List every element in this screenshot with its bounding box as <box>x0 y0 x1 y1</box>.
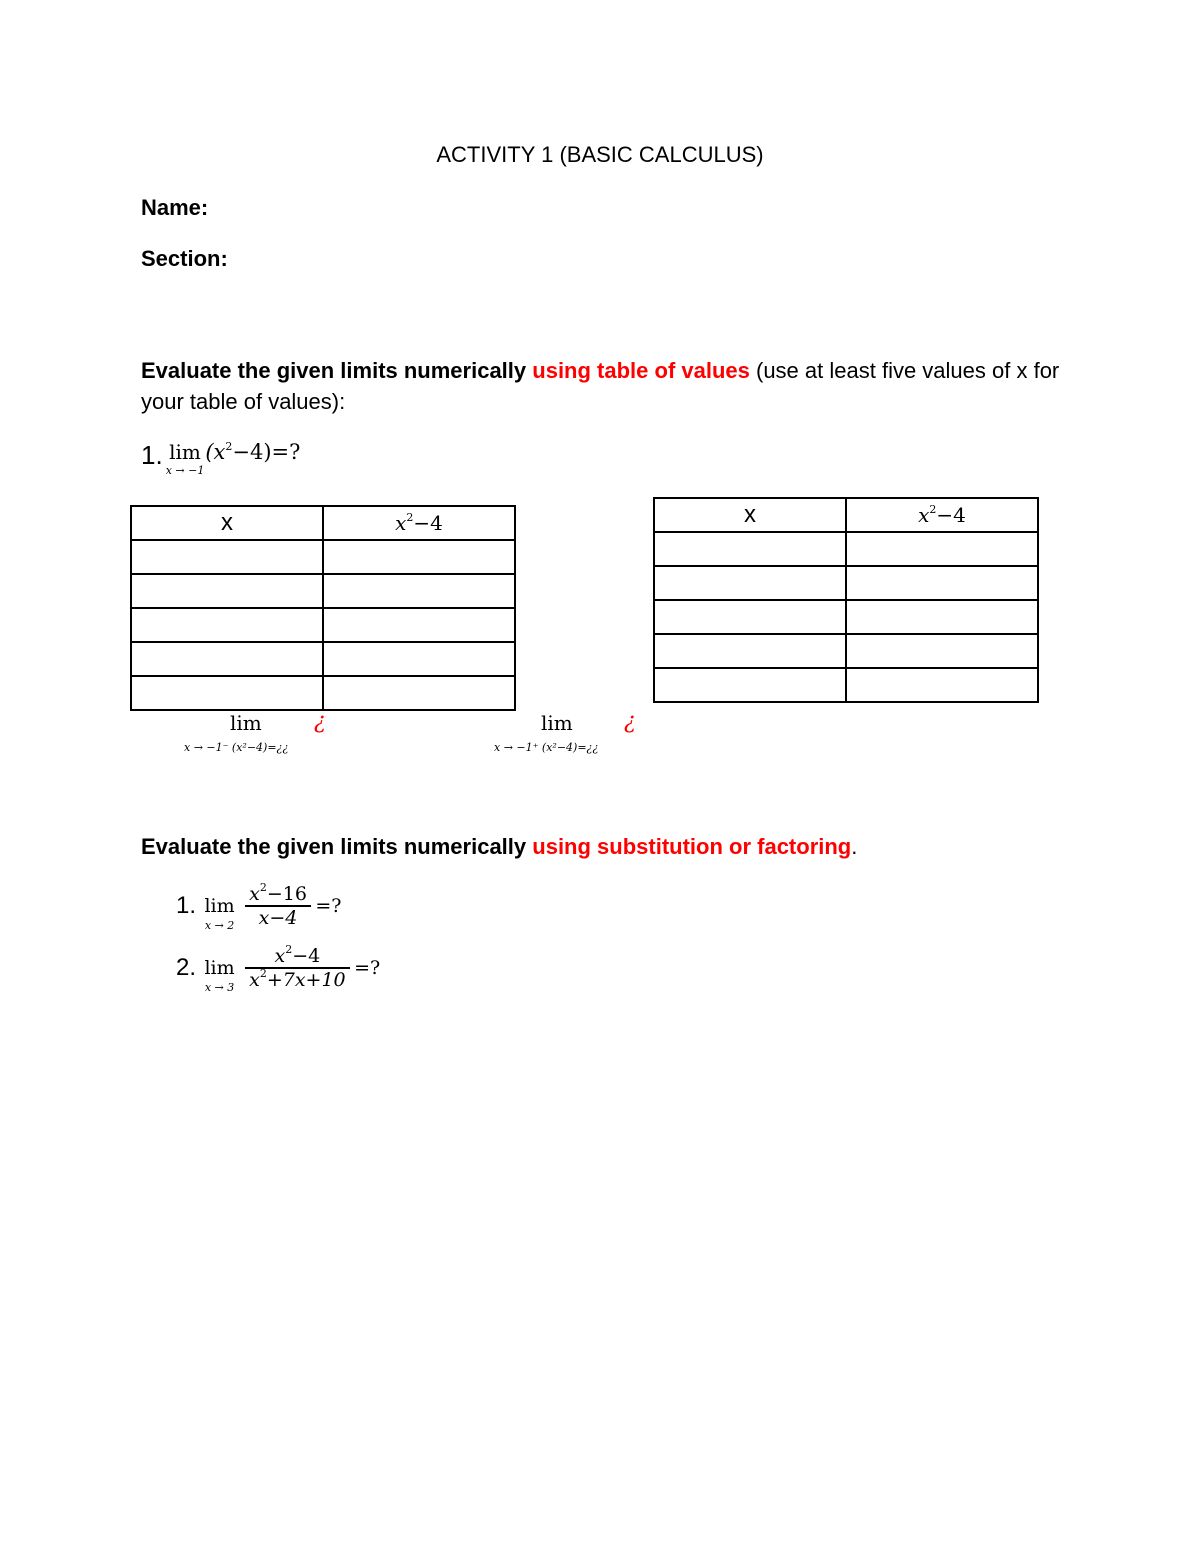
table-row <box>131 540 515 574</box>
limit-approach: x → −1 <box>165 464 205 477</box>
fraction <box>245 945 350 991</box>
limit-expression: $(x^2-4)=$? <box>205 440 301 464</box>
part1-instruction-highlight: using table of values <box>532 358 750 383</box>
fraction-numerator: $x^2-16$ <box>249 881 307 905</box>
limit-approach: x → 3 <box>204 981 235 994</box>
limit-operator: lim x → 3 <box>204 957 235 994</box>
part2-instruction-highlight: using substitution or factoring <box>532 834 852 859</box>
answer-right-glyph: ¿ <box>624 709 636 734</box>
part1-instruction <box>141 355 1071 417</box>
table-cell-x[interactable] <box>131 642 323 676</box>
item-number: 1. <box>176 892 197 919</box>
table-cell-fx[interactable] <box>323 540 515 574</box>
part1-instruction-bold: Evaluate the given limits numerically <box>141 358 527 383</box>
table-cell-fx[interactable] <box>323 574 515 608</box>
table-row <box>654 634 1038 668</box>
table-cell-x[interactable] <box>654 600 846 634</box>
fraction <box>245 883 311 929</box>
answer-left-subscript[interactable]: x → −1⁻ (x²−4)=¿¿ <box>184 741 289 754</box>
table-row <box>654 532 1038 566</box>
table-right <box>653 497 1039 703</box>
answer-right-lim: lim <box>541 711 573 735</box>
table-cell-x[interactable] <box>654 532 846 566</box>
page-title: ACTIVITY 1 (BASIC CALCULUS) <box>436 142 764 167</box>
part1-instruction-rest: (use at least five values of x for your table of values): <box>141 358 1060 414</box>
table-cell-x[interactable] <box>131 574 323 608</box>
table-row <box>654 668 1038 702</box>
table-row <box>654 600 1038 634</box>
table-row <box>131 608 515 642</box>
table-left-header-fx: $x^2-4$ <box>323 506 515 540</box>
table-row <box>131 676 515 710</box>
table-cell-fx[interactable] <box>323 608 515 642</box>
table-cell-x[interactable] <box>654 634 846 668</box>
part2-item-1 <box>176 881 342 932</box>
equals-question: =? <box>315 895 342 917</box>
table-cell-fx[interactable] <box>846 566 1038 600</box>
answer-right-subscript[interactable]: x → −1⁺ (x²−4)=¿¿ <box>494 741 599 754</box>
table-right-header-fx: $x^2-4$ <box>846 498 1038 532</box>
part2-instruction: Evaluate the given limits numerically using substitution or factoring. <box>141 834 858 859</box>
table-row <box>131 642 515 676</box>
item-number: 1. <box>141 440 163 470</box>
item-number: 2. <box>176 954 197 981</box>
table-cell-fx[interactable] <box>846 668 1038 702</box>
table-cell-fx[interactable] <box>323 676 515 710</box>
limit-approach: x → 2 <box>204 919 235 932</box>
answer-left-lim: lim <box>230 711 262 735</box>
table-right-header-x: x <box>654 498 846 532</box>
table-cell-x[interactable] <box>131 676 323 710</box>
table-left <box>130 505 516 711</box>
fraction-numerator: $x^2-4$ <box>274 943 321 967</box>
equals-question: =? <box>354 957 381 979</box>
table-cell-fx[interactable] <box>846 532 1038 566</box>
table-cell-fx[interactable] <box>323 642 515 676</box>
table-left-header-x: x <box>131 506 323 540</box>
part2-item-2 <box>176 943 381 994</box>
table-cell-x[interactable] <box>131 540 323 574</box>
name-label: Name: <box>141 195 209 220</box>
fraction-denominator: x−4 <box>245 905 311 929</box>
table-cell-fx[interactable] <box>846 600 1038 634</box>
table-cell-x[interactable] <box>654 566 846 600</box>
table-cell-x[interactable] <box>131 608 323 642</box>
answer-left-glyph: ¿ <box>314 709 326 734</box>
fraction-denominator: $x^2+7x+10$ <box>245 967 350 991</box>
part2-instruction-bold: Evaluate the given limits numerically <box>141 834 527 859</box>
table-row <box>131 574 515 608</box>
table-row <box>654 566 1038 600</box>
table-cell-fx[interactable] <box>846 634 1038 668</box>
limit-operator: lim x → −1 <box>165 440 205 477</box>
limit-operator: lim x → 2 <box>204 895 235 932</box>
table-cell-x[interactable] <box>654 668 846 702</box>
part1-item-1 <box>141 440 300 480</box>
section-label: Section: <box>141 246 228 271</box>
